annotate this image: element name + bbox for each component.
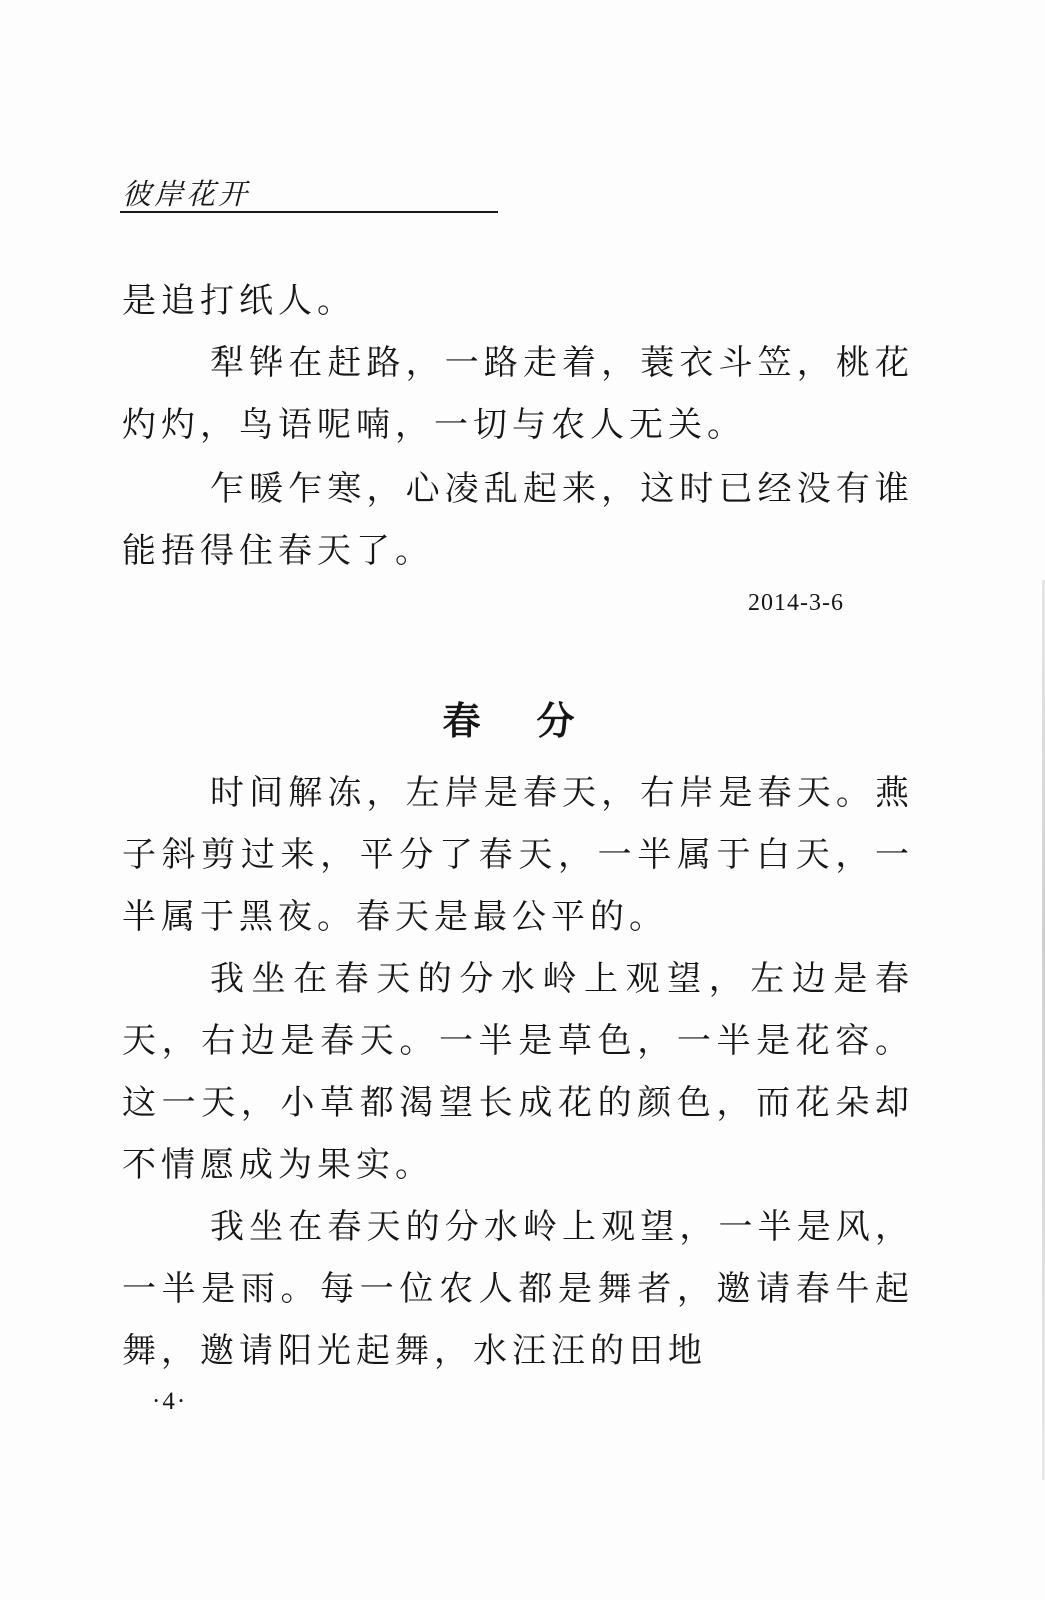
- essay-title: 春分: [442, 698, 631, 743]
- continued-paragraph: 是追打纸人。: [122, 281, 356, 321]
- continued-paragraph: 犁铧在赶路，一路走着，蓑衣斗笠，桃花灼灼，鸟语呢喃，一切与农人无关。: [122, 343, 914, 445]
- essay-paragraph: 我坐在春天的分水岭上观望，左边是春天，右边是春天。一半是草色，一半是花容。这一天，小草都渴望长成花的颜色，而花朵却不情愿成为果实。: [122, 959, 914, 1185]
- essay-date: 2014-3-6: [748, 590, 844, 616]
- essay-paragraph: 时间解冻，左岸是春天，右岸是春天。燕子斜剪过来，平分了春天，一半属于白天，一半属于黑夜。春天是最公平的。: [122, 773, 914, 937]
- running-title: 彼岸花开: [122, 177, 251, 211]
- header-rule: [120, 211, 498, 213]
- continued-paragraph: 乍暖乍寒，心凌乱起来，这时已经没有谁能捂得住春天了。: [122, 469, 914, 571]
- essay-paragraph: 我坐在春天的分水岭上观望，一半是风，一半是雨。每一位农人都是舞者，邀请春牛起舞，邀请阳光起舞，水汪汪的田地: [122, 1207, 914, 1371]
- page-number: ·4·: [152, 1388, 188, 1415]
